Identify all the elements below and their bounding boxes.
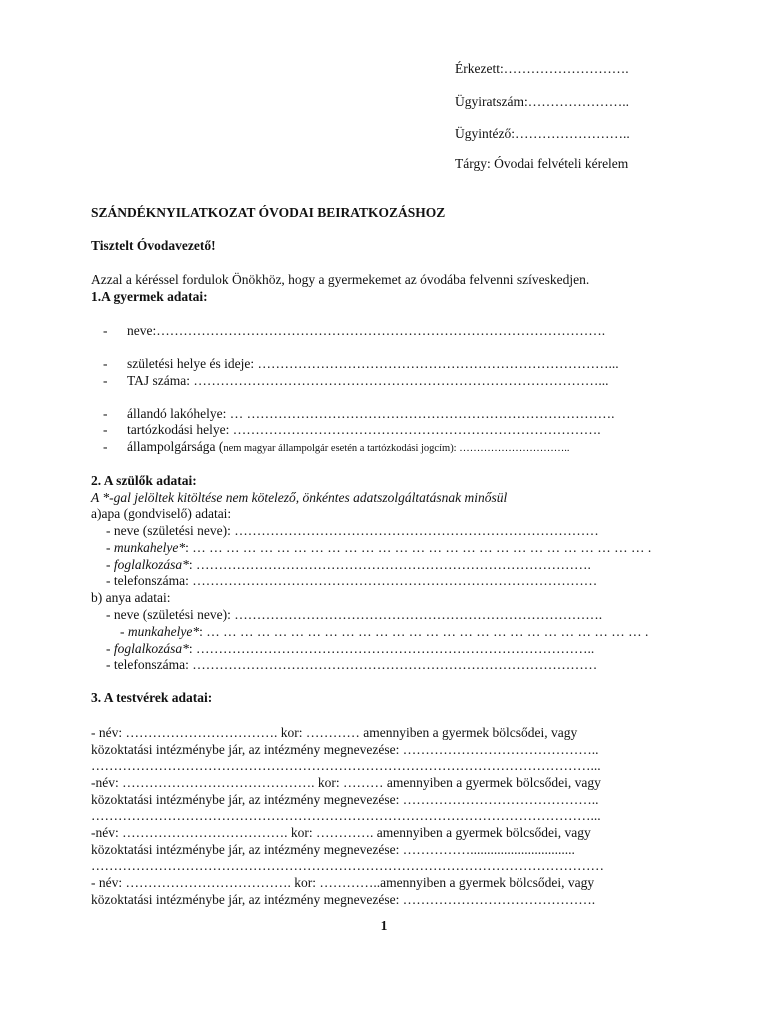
document-title: SZÁNDÉKNYILATKOZAT ÓVODAI BEIRATKOZÁSHOZ [91,205,446,220]
sibling-2-line3: …………………………………………………………………………………………………... [91,808,601,823]
sibling-3-line3: …………………………………………………………………………………………………… [91,858,604,873]
child-citizenship-note: nem magyar állampolgár esetén a tartózkodási jogcím [223,443,451,454]
child-temp-address-row [103,422,601,438]
bullet-dash: - [103,356,108,371]
sibling-2-line1: -név: ……………………………………. kor: ……… amennyiben a gyermek bölcsődei, vagy [91,775,601,790]
child-taj-row [103,373,609,389]
sibling-1-line1: - név: ……………………………. kor: ………… amennyiben a gyermek bölcsődei, vagy [91,725,578,740]
sibling-1-line3: …………………………………………………………………………………………………... [91,758,601,773]
sibling-3-line1: -név: ………………………………. kor: …………. amennyiben a gyermek bölcsődei, vagy [91,825,591,840]
father-workplace-label: munkahelye* [113,540,186,555]
father-name-field: - neve (születési neve): ……………………………………………………………………… [106,523,599,538]
father-workplace-dots: : … … … … … … … … … … … … … … … … … … … … … … … … … … … . [185,540,652,555]
sibling-2-line2: közoktatási intézménybe jár, az intézmény megnevezése: …………………………………….. [91,792,599,807]
father-phone-field: - telefonszáma: ……………………………………………………………………………… [106,573,598,588]
father-occupation-label: foglalkozása* [113,557,189,572]
dash-prefix: - [106,641,114,656]
mother-workplace-dots: : … … … … … … … … … … … … … … … … … … … … … … … … … … . [199,624,649,639]
mother-workplace-row [120,624,648,640]
child-name-field: neve:………………………………………………………………………………………. [127,323,606,338]
parents-optional-note: A *-gal jelöltek kitöltése nem kötelező, önkéntes adatszolgáltatásnak minősül [91,490,508,505]
subject-line: Tárgy: Óvodai felvételi kérelem [455,156,629,171]
mother-phone-field: - telefonszáma: ……………………………………………………………………………… [106,657,598,672]
sibling-4-line2: közoktatási intézménybe jár, az intézmény megnevezése: ……………………………………. [91,892,596,907]
sibling-1-line2: közoktatási intézménybe jár, az intézmény megnevezése: …………………………………….. [91,742,599,757]
siblings-section-heading: 3. A testvérek adatai: [91,690,213,705]
mother-name-field: - neve (születési neve): ………………………………………………………………………. [106,607,603,622]
mother-occupation-dots: : …………………………………………………………………………….. [188,641,595,656]
bullet-dash: - [103,422,108,437]
mother-occupation-label: foglalkozása* [113,641,189,656]
child-address-field: állandó lakóhelye: … ………………………………………………………………………. [127,406,615,421]
mother-occupation-row [106,641,594,657]
child-temp-address-field: tartózkodási helye: ………………………………………………………………………. [127,422,601,437]
case-number-field: Ügyiratszám:………………….. [455,94,629,109]
child-birth-row [103,356,619,372]
greeting: Tisztelt Óvodavezető! [91,238,216,253]
dash-prefix: - [106,540,114,555]
child-address-row [103,406,614,422]
sibling-3-line2: közoktatási intézménybe jár, az intézmény megnevezése: ……………............................... [91,842,575,857]
father-occupation-dots: : ……………………………………………………………………………. [188,557,591,572]
mother-label: b) anya adatai: [91,590,171,605]
bullet-dash: - [103,439,108,454]
child-citizenship-row [103,439,569,457]
father-label: a)apa (gondviselő) adatai: [91,506,232,521]
father-workplace-row [106,540,651,556]
dash-prefix: - [120,624,128,639]
bullet-dash: - [103,373,108,388]
child-taj-field: TAJ száma: ………………………………………………………………………………... [127,373,609,388]
intro-text: Azzal a kéréssel fordulok Önökhöz, hogy a gyermekemet az óvodába felvenni szíveskedjen. [91,272,590,287]
child-birth-field: születési helye és ideje: ……………………………………………………………………... [127,356,619,371]
child-section-heading: 1.A gyermek adatai: [91,289,208,304]
father-occupation-row [106,557,591,573]
bullet-dash: - [103,323,108,338]
case-officer-field: Ügyintéző:…………………….. [455,126,630,141]
child-name-row [103,323,605,339]
bullet-dash: - [103,406,108,421]
mother-workplace-label: munkahelye* [127,624,200,639]
child-citizenship-label: állampolgársága ( [127,439,224,454]
page-number: 1 [380,918,388,933]
received-field: Érkezett:………………………. [455,61,629,76]
sibling-4-line1: - név: ………………………………. kor: …………..amennyiben a gyermek bölcsődei, vagy [91,875,595,890]
dash-prefix: - [106,557,114,572]
parents-section-heading: 2. A szülők adatai: [91,473,197,488]
child-citizenship-dots: ): ………………………….. [450,443,570,454]
